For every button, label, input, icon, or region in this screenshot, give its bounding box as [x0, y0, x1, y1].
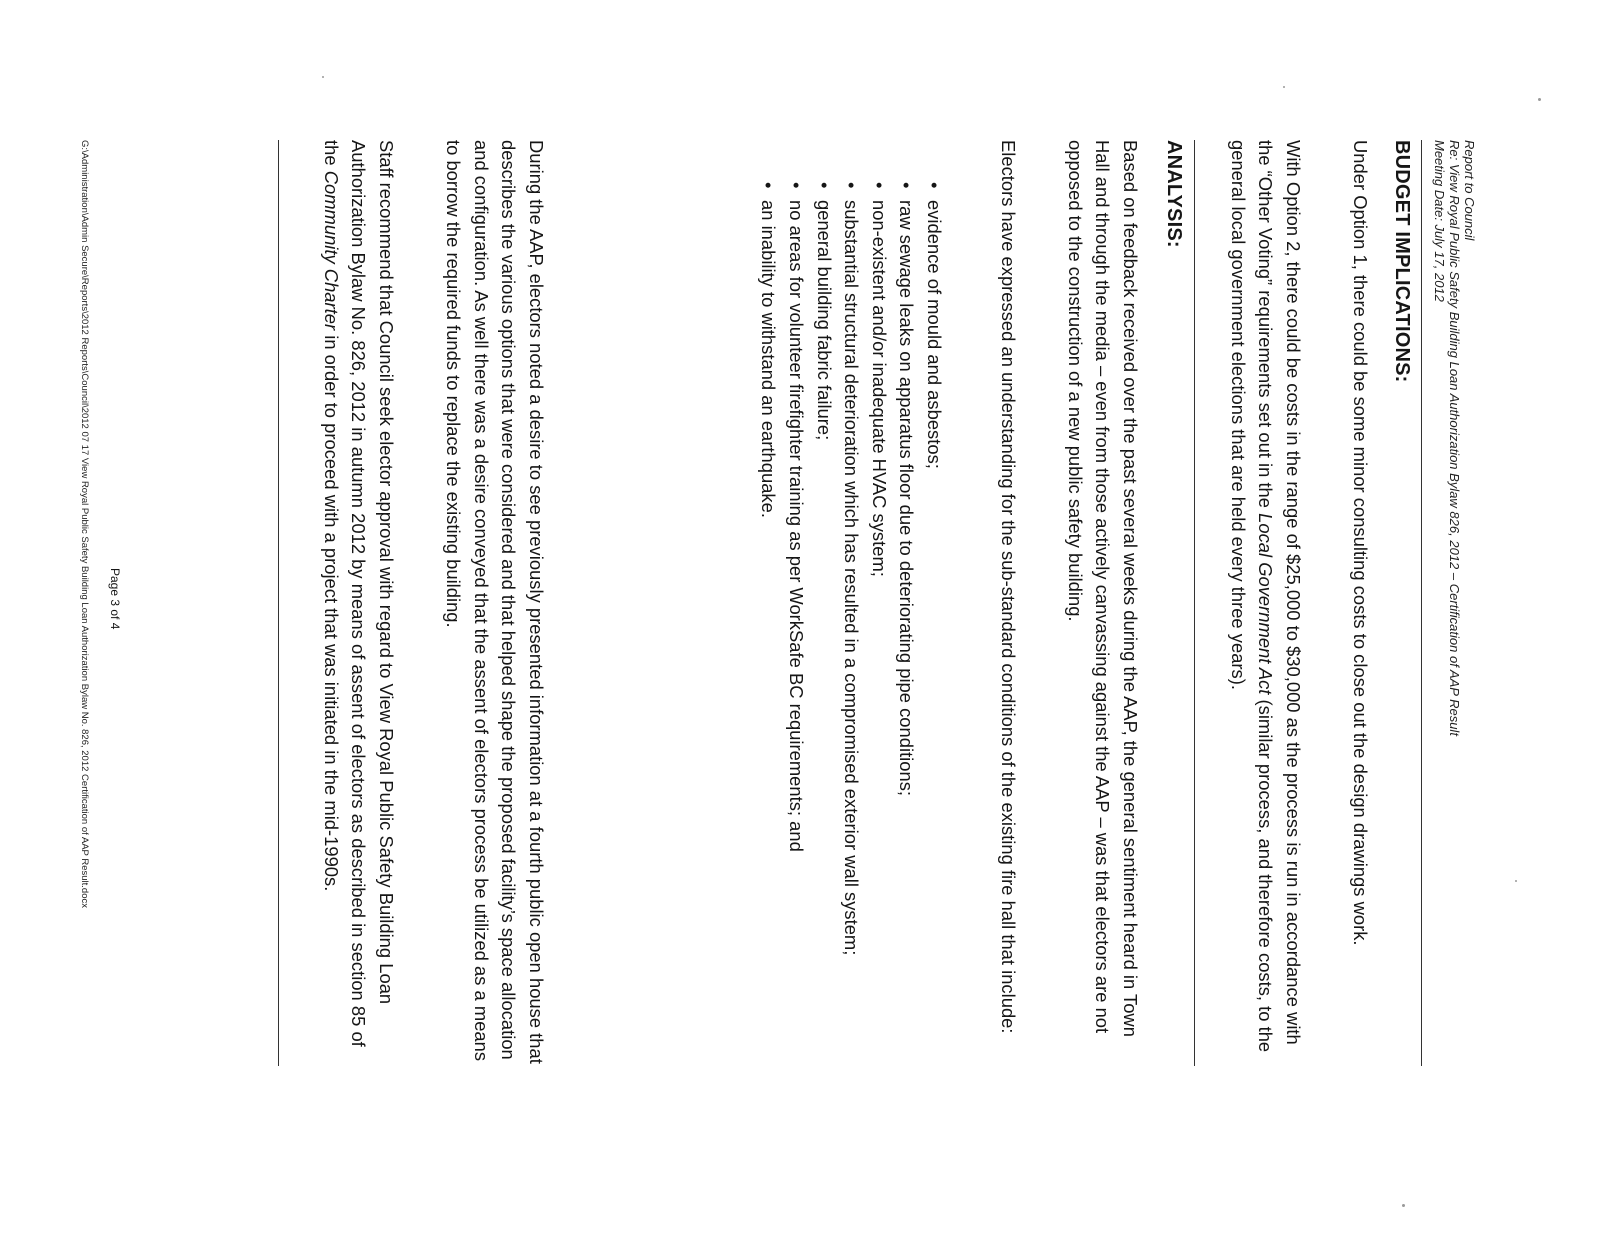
list-item-text: substantial structural deterioration which has resulted in a compromised exterior wall system; — [841, 200, 863, 956]
list-item-text: an inability to withstand an earthquake. — [758, 200, 780, 518]
meeting-date: Meeting Date: July 17, 2012 — [1432, 140, 1447, 302]
list-item — [838, 180, 866, 1050]
footer-rule — [278, 140, 279, 1066]
analysis-paragraph-4 — [317, 140, 400, 1070]
header-rule — [1421, 140, 1422, 1066]
section-rule — [1194, 140, 1195, 1066]
bullet-marker: • — [868, 182, 890, 189]
analysis-paragraph-3: During the AAP, electors noted a desire to see previously presented information at a fourth public open house that describes the various options that were considered and that helped shape the proposed facility’s space allocation and configuration. As well there was a desire conveyed that the assent of electors process be utilized as a means to borrow the required funds to replace the existing building. — [443, 140, 547, 1064]
community-charter-title: Community Charter — [320, 170, 342, 331]
list-item-text: evidence of mould and asbestos; — [924, 200, 945, 469]
list-item-text: non-existent and/or inadequate HVAC system; — [868, 200, 890, 577]
budget-paragraph-2-text-b: (similar process, and therefore costs, to the general local government elections that are held every three years). — [1227, 140, 1277, 1053]
report-subject: Re: View Royal Public Safety Building Loan Authorization Bylaw 826, 2012 – Certification of AAP Result — [1447, 140, 1462, 736]
budget-paragraph-2-text-a: With Option 2, there could be costs in the range of $25,000 to $30,000 as the process is run in accordance with the “Other Voting” requirements set out in the — [1255, 140, 1304, 1045]
analysis-heading: ANALYSIS: — [1163, 140, 1185, 248]
local-government-act-title: Local Government Act — [1255, 513, 1277, 695]
bullet-marker: • — [841, 182, 863, 189]
bullet-marker: • — [924, 182, 945, 189]
list-item-text: general building fabric failure; — [813, 200, 835, 441]
bullet-marker: • — [813, 182, 835, 189]
analysis-paragraph-4-text-b: in order to proceed with a project that was initiated in the mid-1990s. — [320, 330, 342, 892]
analysis-paragraph-4-text-a: Staff recommend that Council seek elector approval with regard to View Royal Public Safety Building Loan Authorization Bylaw No. 826, 2012 in autumn 2012 by means of assent of electors as described in section 85 of the — [320, 140, 397, 1047]
file-path: G:\Administration\Admin Secure\Reports\2012 Reports\Council\2012 07 17 View Royal Public Safety Building Loan Authorization Bylaw No. 826, 2012 Certification of AAP Result.docx — [79, 140, 90, 908]
budget-paragraph-1: Under Option 1, there could be some minor consulting costs to close out the design drawings work. — [1350, 140, 1371, 946]
bullet-marker: • — [896, 182, 918, 189]
list-item — [782, 180, 810, 1050]
analysis-paragraph-2: Electors have expressed an understanding for the sub-standard conditions of the existing fire hall that include: — [998, 140, 1019, 1034]
list-item — [893, 180, 921, 1050]
bullet-marker: • — [786, 182, 808, 189]
budget-heading: BUDGET IMPLICATIONS: — [1391, 140, 1413, 383]
bullet-marker: • — [758, 182, 780, 189]
list-item — [865, 180, 893, 1050]
list-item — [920, 180, 948, 1050]
budget-paragraph-2 — [1224, 140, 1307, 1070]
list-item — [810, 180, 838, 1050]
report-header — [1432, 140, 1477, 1140]
list-item — [755, 180, 783, 1050]
page-number: Page 3 of 4 — [108, 568, 122, 630]
list-item-text: no areas for volunteer firefighter training as per WorkSafe BC requirements; and — [786, 200, 808, 852]
report-to: Report to Council — [1462, 140, 1477, 241]
analysis-paragraph-1: Based on feedback received over the past several weeks during the AAP, the general sentiment heard in Town Hall and through the media – even from those actively canvassing against the AAP – was that electors are not opposed to the construction of a new public safety building. — [1064, 140, 1141, 1037]
list-item-text: raw sewage leaks on apparatus floor due to deteriorating pipe conditions; — [896, 200, 918, 797]
conditions-list — [755, 180, 948, 1050]
